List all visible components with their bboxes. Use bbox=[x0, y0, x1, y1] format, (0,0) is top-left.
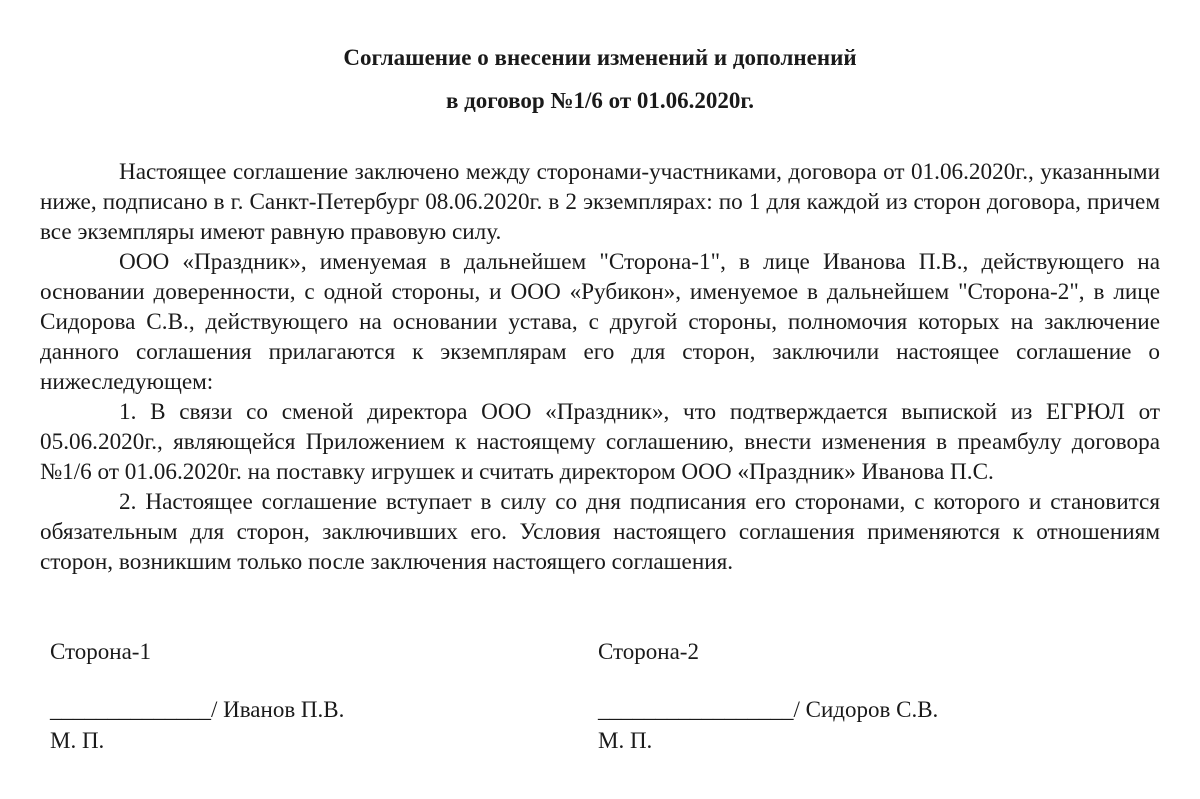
intro-paragraph: Настоящее соглашение заключено между сторонами-участниками, договора от 01.06.2020г., указанными ниже, подписано в г. Санкт-Петербург 08.06.2020г. в 2 экземплярах: по 1 для каждой из сторон договора, причем все экземпляры имеют равную правовую силу. bbox=[40, 159, 1160, 245]
party-1-label: Сторона-1 bbox=[50, 639, 151, 664]
party-2-signature-line: _________________/ Сидоров С.В. bbox=[598, 697, 939, 722]
document-title-line-2: в договор №1/6 от 01.06.2020г. bbox=[445, 88, 754, 113]
party-2-stamp-place: М. П. bbox=[598, 728, 653, 753]
signature-block-party-2 bbox=[598, 637, 1098, 767]
document-title-line-1: Соглашение о внесении изменений и дополнений bbox=[343, 45, 857, 70]
signature-block-party-1 bbox=[50, 637, 550, 767]
party-1-stamp-place: М. П. bbox=[50, 728, 105, 753]
clause-2-paragraph: 2. Настоящее соглашение вступает в силу со дня подписания его сторонами, с которого и становится обязательным для сторон, заключивших его. Условия настоящего соглашения применяются к отношениям сторон, возникшим только после заключения настоящего соглашения. bbox=[40, 489, 1160, 575]
parties-paragraph: ООО «Праздник», именуемая в дальнейшем "Сторона-1", в лице Иванова П.В., действующего на основании доверенности, с одной стороны, и ООО «Рубикон», именуемое в дальнейшем "Сторона-2", в лице Сидорова С.В., действующего на основании устава, с другой стороны, полномочия которых на заключение данного соглашения прилагаются к экземплярам его для сторон, заключили настоящее соглашение о нижеследующем: bbox=[40, 249, 1160, 395]
party-1-signature-line: ______________/ Иванов П.В. bbox=[50, 697, 345, 722]
clause-1-paragraph: 1. В связи со сменой директора ООО «Праздник», что подтверждается выпиской из ЕГРЮЛ от 05.06.2020г., являющейся Приложением к настоящему соглашению, внести изменения в преамбулу договора №1/6 от 01.06.2020г. на поставку игрушек и считать директором ООО «Праздник» Иванова П.С. bbox=[40, 399, 1160, 485]
party-2-label: Сторона-2 bbox=[598, 639, 699, 664]
document-body bbox=[40, 157, 1160, 577]
